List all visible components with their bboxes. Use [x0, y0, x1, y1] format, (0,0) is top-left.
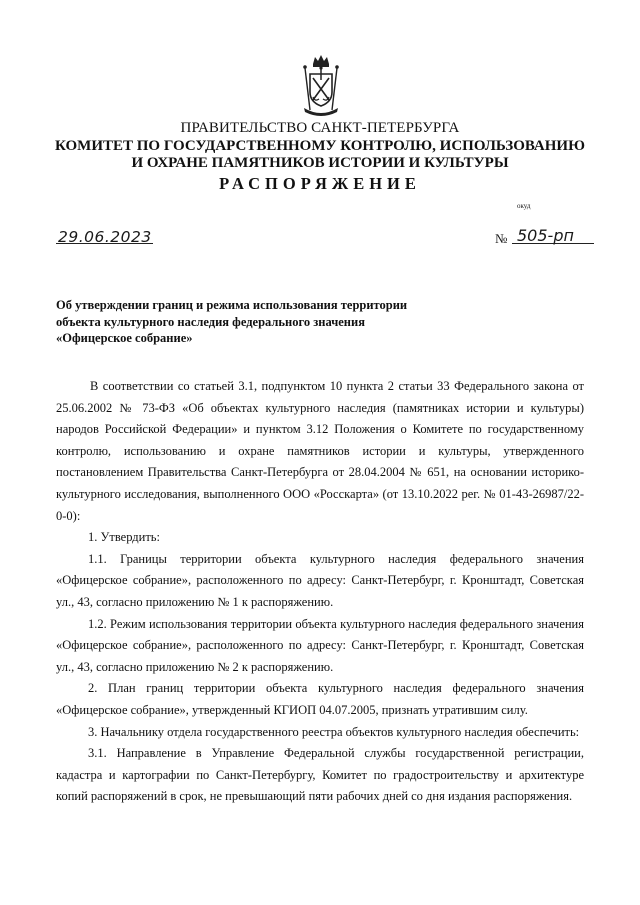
subject-line: Об утверждении границ и режима использования территории	[56, 298, 408, 312]
clause-1-1: 1.1. Границы территории объекта культурного наследия федерального значения «Офицерское собрание», расположенного по адресу: Санкт-Петербург, г. Кронштадт, Советская ул., 43, согласно приложению № 1 к распоряжению.	[56, 551, 584, 609]
document-body	[56, 376, 584, 808]
coat-of-arms-icon	[301, 54, 341, 118]
clause-1-2: 1.2. Режим использования территории объекта культурного наследия федерального значения «Офицерское собрание», расположенного по адресу: Санкт-Петербург, г. Кронштадт, Советская ул., 43, согласно приложению № 2 к распоряжению.	[56, 616, 584, 674]
government-title: ПРАВИТЕЛЬСТВО САНКТ-ПЕТЕРБУРГА	[180, 120, 460, 136]
number-underline	[512, 243, 594, 244]
number-label: №	[495, 231, 508, 246]
clause-2: 2. План границ территории объекта культурного наследия федерального значения «Офицерское собрание», утвержденный КГИОП 04.07.2005, признать утратившим силу.	[56, 681, 584, 717]
committee-title-line1: КОМИТЕТ ПО ГОСУДАРСТВЕННОМУ КОНТРОЛЮ, ИСПОЛЬЗОВАНИЮ	[55, 138, 585, 154]
clause-1: 1. Утвердить:	[88, 530, 160, 545]
committee-title-line2: И ОХРАНЕ ПАМЯТНИКОВ ИСТОРИИ И КУЛЬТУРЫ	[131, 155, 509, 171]
clause-3-1: 3.1. Направление в Управление Федеральной службы государственной регистрации, кадастра и картографии по Санкт-Петербургу, Комитет по градостроительству и архитектуре копий распоряжений в срок, не превышающий пяти рабочих дней со дня издания распоряжения.	[56, 746, 584, 804]
subject-line: «Офицерское собрание»	[56, 331, 193, 345]
date-underline	[56, 243, 153, 244]
document-type: РАСПОРЯЖЕНИЕ	[219, 174, 421, 193]
document-number: 505-рп	[517, 226, 574, 245]
subject-line: объекта культурного наследия федерального значения	[56, 314, 365, 329]
preamble-paragraph: В соответствии со статьей 3.1, подпунктом 10 пункта 2 статьи 33 Федерального закона от 25.06.2002 № 73-ФЗ «Об объектах культурного наследия (памятниках истории и культуры) народов Российской Федерации» и пунктом 3.12 Положения о Комитете по государственному контролю, использованию и охране памятников истории и культуры, утвержденного постановлением Правительства Санкт-Петербурга от 28.04.2004 № 651, на основании историко-культурного исследования, выполненного ООО «Росскарта» (от 13.10.2022 рег. № 01-43-26987/22-0-0):	[56, 379, 584, 523]
document-date: 29.06.2023	[58, 228, 152, 246]
okud-label: окуд	[517, 202, 531, 210]
document-subject	[56, 297, 407, 347]
clause-3: 3. Начальнику отдела государственного реестра объектов культурного наследия обеспечить:	[88, 724, 580, 739]
